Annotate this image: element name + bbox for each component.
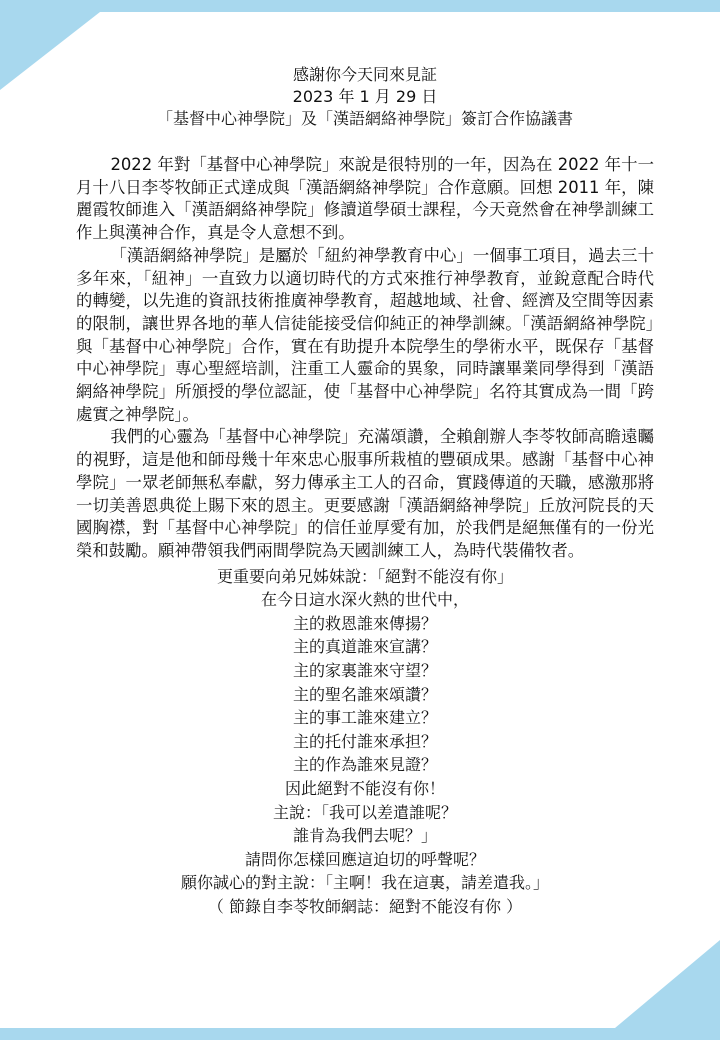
poem-line: 主的作為誰來見證？ (292, 755, 437, 775)
poem-line: 主的救恩誰來傳揚？ (292, 613, 437, 633)
poem-line: 請問你怎樣回應這迫切的呼聲呢？ (244, 849, 485, 869)
poem (76, 565, 654, 919)
header-date: 2023 年 1 月 29 日 (292, 87, 438, 106)
poem-line: 誰肯為我們去呢？」 (292, 826, 437, 846)
poem-line: 因此絕對不能沒有你！ (284, 779, 445, 798)
poem-line: 主的托付誰來承担？ (292, 731, 437, 751)
poem-line: 在今日這水深火熱的世代中， (260, 590, 469, 610)
poem-line: 願你誠心的對主說：「主啊！我在這裏，請差遣我。」 (180, 873, 549, 893)
poem-line: 主的家裏誰來守望？ (292, 661, 437, 681)
body-text (76, 154, 654, 563)
paragraph-3: 我們的心靈為「基督中心神學院」充滿頌讚，全賴創辦人李苓牧師高瞻遠矚的視野，這是他和師母幾十年來忠心服事所栽植的豐碩成果。感謝「基督中心神學院」一眾老師無私奉獻，努力傳承主工人的召命，實踐傳道的天職，感激那將一切美善恩典從上賜下來的恩主。更要感謝「漢語網絡神學院」丘放河院長的天國胸襟，對「基督中心神學院」的信任並厚愛有加，於我們是絕無僅有的一份光榮和鼓勵。願神帶領我們兩間學院為天國訓練工人，為時代裝備牧者。 (76, 427, 654, 560)
header-subject: 「基督中心神學院」及「漢語網絡神學院」簽訂合作協議書 (156, 109, 573, 128)
document-content (76, 64, 654, 919)
paragraph-2: 「漢語網絡神學院」是屬於「紐約神學教育中心」一個事工項目，過去三十多年來，「紐神」一直致力以適切時代的方式來推行神學教育，並銳意配合時代的轉變，以先進的資訊技術推廣神學教育，超越地域、社會、經濟及空間等因素的限制，讓世界各地的華人信徒能接受信仰純正的神學訓練。「漢語網絡神學院」與「基督中心神學院」合作，實在有助提升本院學生的學術水平，既保存「基督中心神學院」專心聖經培訓，注重工人靈命的異象，同時讓畢業同學得到「漢語網絡神學院」所頒授的學位認証，使「基督中心神學院」名符其實成為一間「跨處實之神學院」。 (76, 245, 654, 424)
poem-line: 主的真道誰來宣講？ (292, 637, 437, 657)
document-header (76, 64, 654, 130)
poem-source: （ 節錄自李苓牧師網誌：絕對不能沒有你 ） (207, 896, 523, 916)
header-title: 感謝你今天同來見証 (292, 65, 437, 84)
poem-line: 更重要向弟兄姊妹說：「絕對不能沒有你」 (216, 566, 513, 586)
poem-line: 主說：「我可以差遣誰呢？ (272, 802, 457, 822)
paragraph-1: 2022 年對「基督中心神學院」來說是很特別的一年，因為在 2022 年十一月十八日李苓牧師正式達成與「漢語網絡神學院」合作意願。回想 2011 年，陳麗霞牧師進入「漢語網絡神學院」修讀道學碩士課程，今天竟然會在神學訓練工作上與漢神合作，真是令人意想不到。 (76, 155, 654, 243)
poem-line: 主的事工誰來建立？ (292, 708, 437, 728)
poem-line: 主的聖名誰來頌讚？ (292, 684, 437, 704)
